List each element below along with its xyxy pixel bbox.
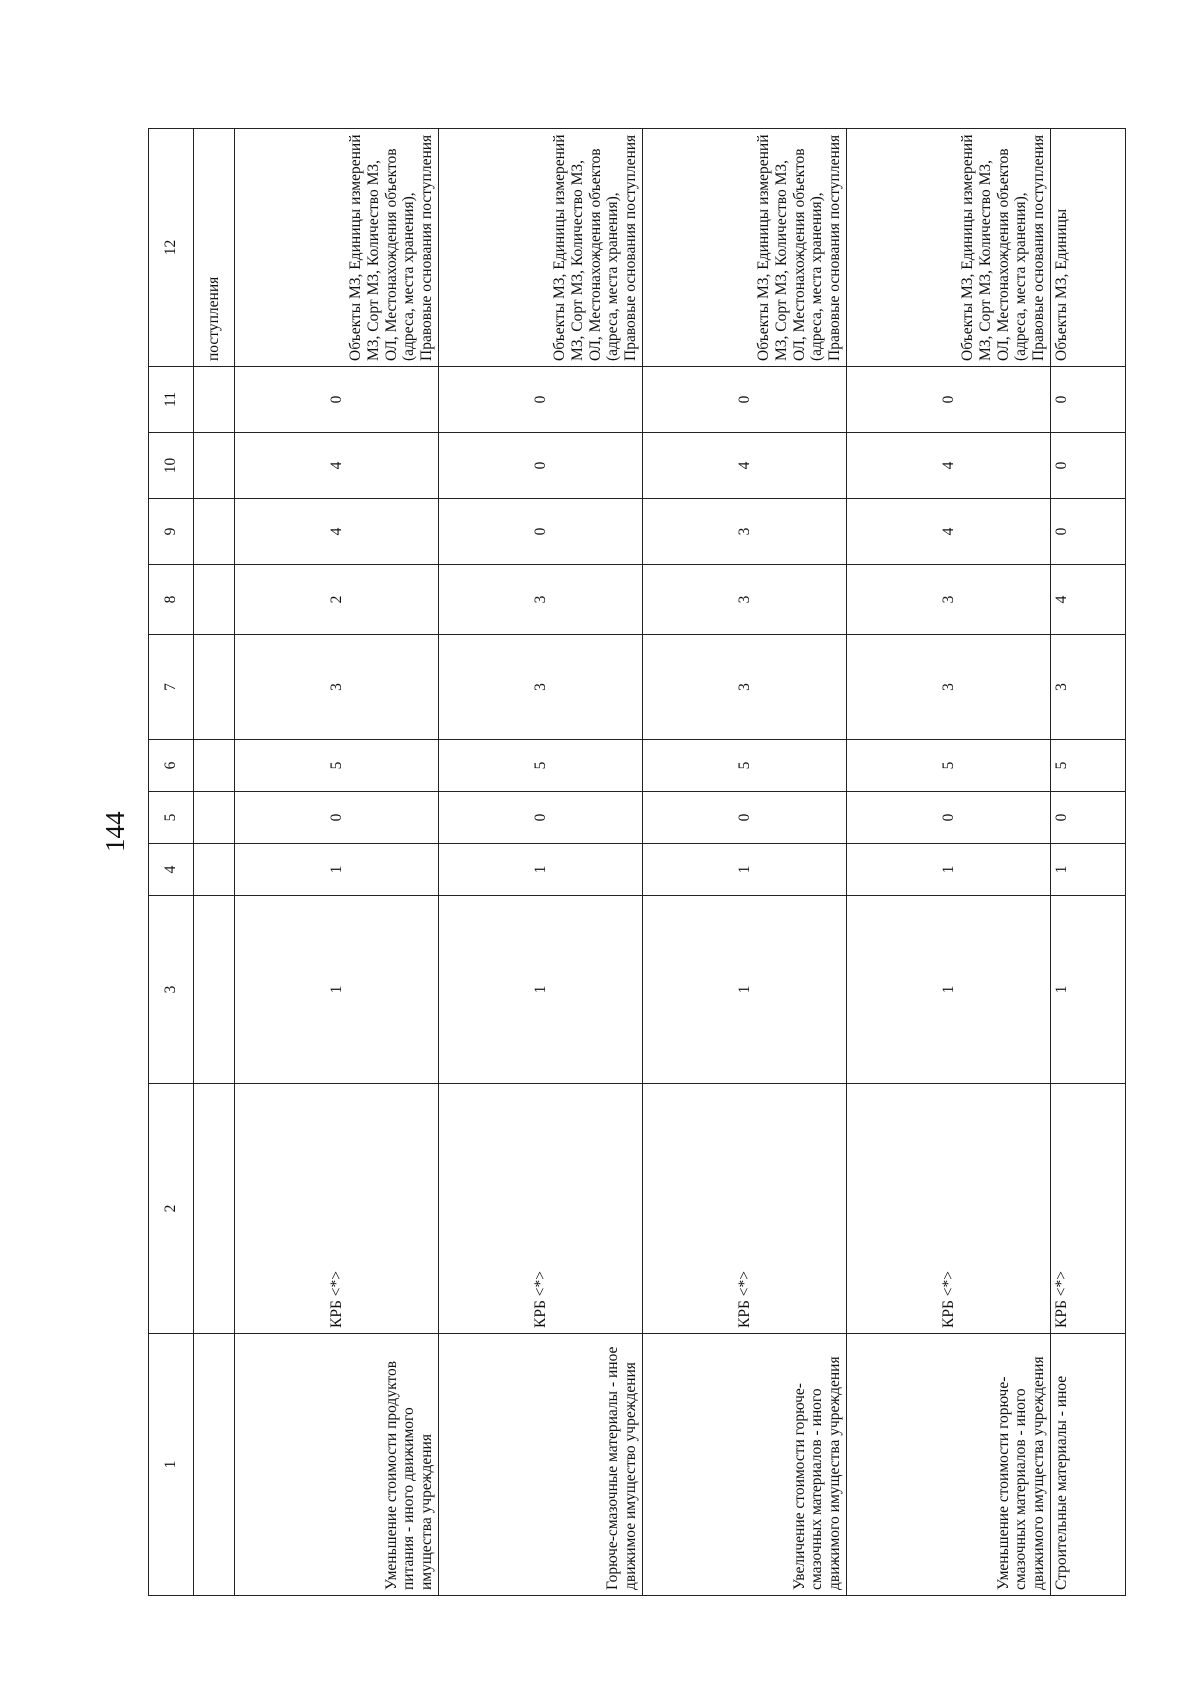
table-cell: 1: [1051, 844, 1126, 896]
table-cell: 0: [235, 367, 439, 433]
page-number: 144: [100, 811, 130, 852]
table-row: [643, 129, 847, 1596]
table-cell: 0: [1051, 433, 1126, 499]
table-cell: [194, 1084, 235, 1334]
table-cell: 5: [643, 740, 847, 792]
table-cell: 2: [235, 565, 439, 635]
table-cell: 5: [847, 740, 1051, 792]
table-cell: 4: [643, 433, 847, 499]
table-cell: [194, 844, 235, 896]
column-header: 3: [149, 896, 194, 1084]
table-cell: 4: [847, 499, 1051, 565]
column-header: 11: [149, 367, 194, 433]
table-cell: Объекты МЗ, Единицы: [1051, 129, 1126, 367]
table-cell: [194, 635, 235, 740]
table-cell: 0: [1051, 792, 1126, 844]
table-cell: 3: [643, 565, 847, 635]
continuation-row: [194, 129, 235, 1596]
table-cell: 0: [643, 792, 847, 844]
column-header: 7: [149, 635, 194, 740]
table-container: [148, 129, 1126, 1596]
table-cell: 3: [847, 635, 1051, 740]
column-header: 9: [149, 499, 194, 565]
table-cell: 1: [235, 896, 439, 1084]
column-header: 5: [149, 792, 194, 844]
table-cell: 0: [235, 792, 439, 844]
table-cell: 3: [847, 565, 1051, 635]
table-cell: [194, 565, 235, 635]
table-cell: 0: [847, 792, 1051, 844]
table-cell: 4: [847, 433, 1051, 499]
table-cell: 0: [439, 499, 643, 565]
table-cell: 1: [1051, 896, 1126, 1084]
table-cell: 5: [439, 740, 643, 792]
table-cell: 5: [1051, 740, 1126, 792]
table-cell: КРБ <*>: [1051, 1084, 1126, 1334]
table-cell: 3: [439, 565, 643, 635]
table-row: [235, 129, 439, 1596]
table-cell: 1: [235, 844, 439, 896]
table-cell: [194, 499, 235, 565]
table-cell: 0: [643, 367, 847, 433]
column-header: 12: [149, 129, 194, 367]
table-cell: Уменьшение стоимости продуктов питания - иного движимого имущества учреждения: [235, 1334, 439, 1596]
table-cell: Объекты МЗ, Единицы измерений МЗ, Сорт МЗ, Количество МЗ, ОЛ, Местонахождения объектов (адреса, места хранения), Правовые основания поступления: [439, 129, 643, 367]
table-cell: Объекты МЗ, Единицы измерений МЗ, Сорт МЗ, Количество МЗ, ОЛ, Местонахождения объектов (адреса, места хранения), Правовые основания поступления: [643, 129, 847, 367]
column-header: 4: [149, 844, 194, 896]
table-cell: 1: [643, 896, 847, 1084]
table-row: [439, 129, 643, 1596]
table-cell: 1: [439, 844, 643, 896]
column-header: 10: [149, 433, 194, 499]
data-table: [148, 128, 1126, 1596]
column-header: 1: [149, 1334, 194, 1596]
table-cell: 3: [643, 635, 847, 740]
table-cell: [194, 896, 235, 1084]
table-cell: Увеличение стоимости горюче-смазочных материалов - иного движимого имущества учреждения: [643, 1334, 847, 1596]
column-header: 6: [149, 740, 194, 792]
table-cell: Объекты МЗ, Единицы измерений МЗ, Сорт МЗ, Количество МЗ, ОЛ, Местонахождения объектов (адреса, места хранения), Правовые основания поступления: [235, 129, 439, 367]
table-cell: 1: [847, 844, 1051, 896]
table-cell: 4: [235, 433, 439, 499]
table-cell: 3: [439, 635, 643, 740]
table-cell: 1: [643, 844, 847, 896]
table-cell: 0: [439, 433, 643, 499]
table-cell: 0: [439, 367, 643, 433]
table-cell: [194, 740, 235, 792]
table-cell: поступления: [194, 129, 235, 367]
table-cell: КРБ <*>: [643, 1084, 847, 1334]
table-cell: КРБ <*>: [847, 1084, 1051, 1334]
table-cell: 3: [643, 499, 847, 565]
table-cell: [194, 792, 235, 844]
table-cell: Строительные материалы - иное: [1051, 1334, 1126, 1596]
table-cell: 0: [439, 792, 643, 844]
table-cell: 4: [1051, 565, 1126, 635]
table-cell: КРБ <*>: [439, 1084, 643, 1334]
table-cell: 0: [847, 367, 1051, 433]
header-row: [149, 129, 194, 1596]
table-cell: 0: [1051, 367, 1126, 433]
table-cell: 1: [439, 896, 643, 1084]
table-cell: 1: [847, 896, 1051, 1084]
table-cell: Объекты МЗ, Единицы измерений МЗ, Сорт МЗ, Количество МЗ, ОЛ, Местонахождения объектов (адреса, места хранения), Правовые основания поступления: [847, 129, 1051, 367]
column-header: 8: [149, 565, 194, 635]
table-cell: [194, 367, 235, 433]
table-cell: 0: [1051, 499, 1126, 565]
table-cell: 4: [235, 499, 439, 565]
table-cell: Горюче-смазочные материалы - иное движимое имущество учреждения: [439, 1334, 643, 1596]
table-cell: [194, 433, 235, 499]
table-cell: 5: [235, 740, 439, 792]
table-cell: КРБ <*>: [235, 1084, 439, 1334]
column-header: 2: [149, 1084, 194, 1334]
table-row: [847, 129, 1051, 1596]
table-row: [1051, 129, 1126, 1596]
table-cell: 3: [235, 635, 439, 740]
table-cell: [194, 1334, 235, 1596]
table-cell: Уменьшение стоимости горюче-смазочных материалов - иного движимого имущества учреждения: [847, 1334, 1051, 1596]
table-cell: 3: [1051, 635, 1126, 740]
